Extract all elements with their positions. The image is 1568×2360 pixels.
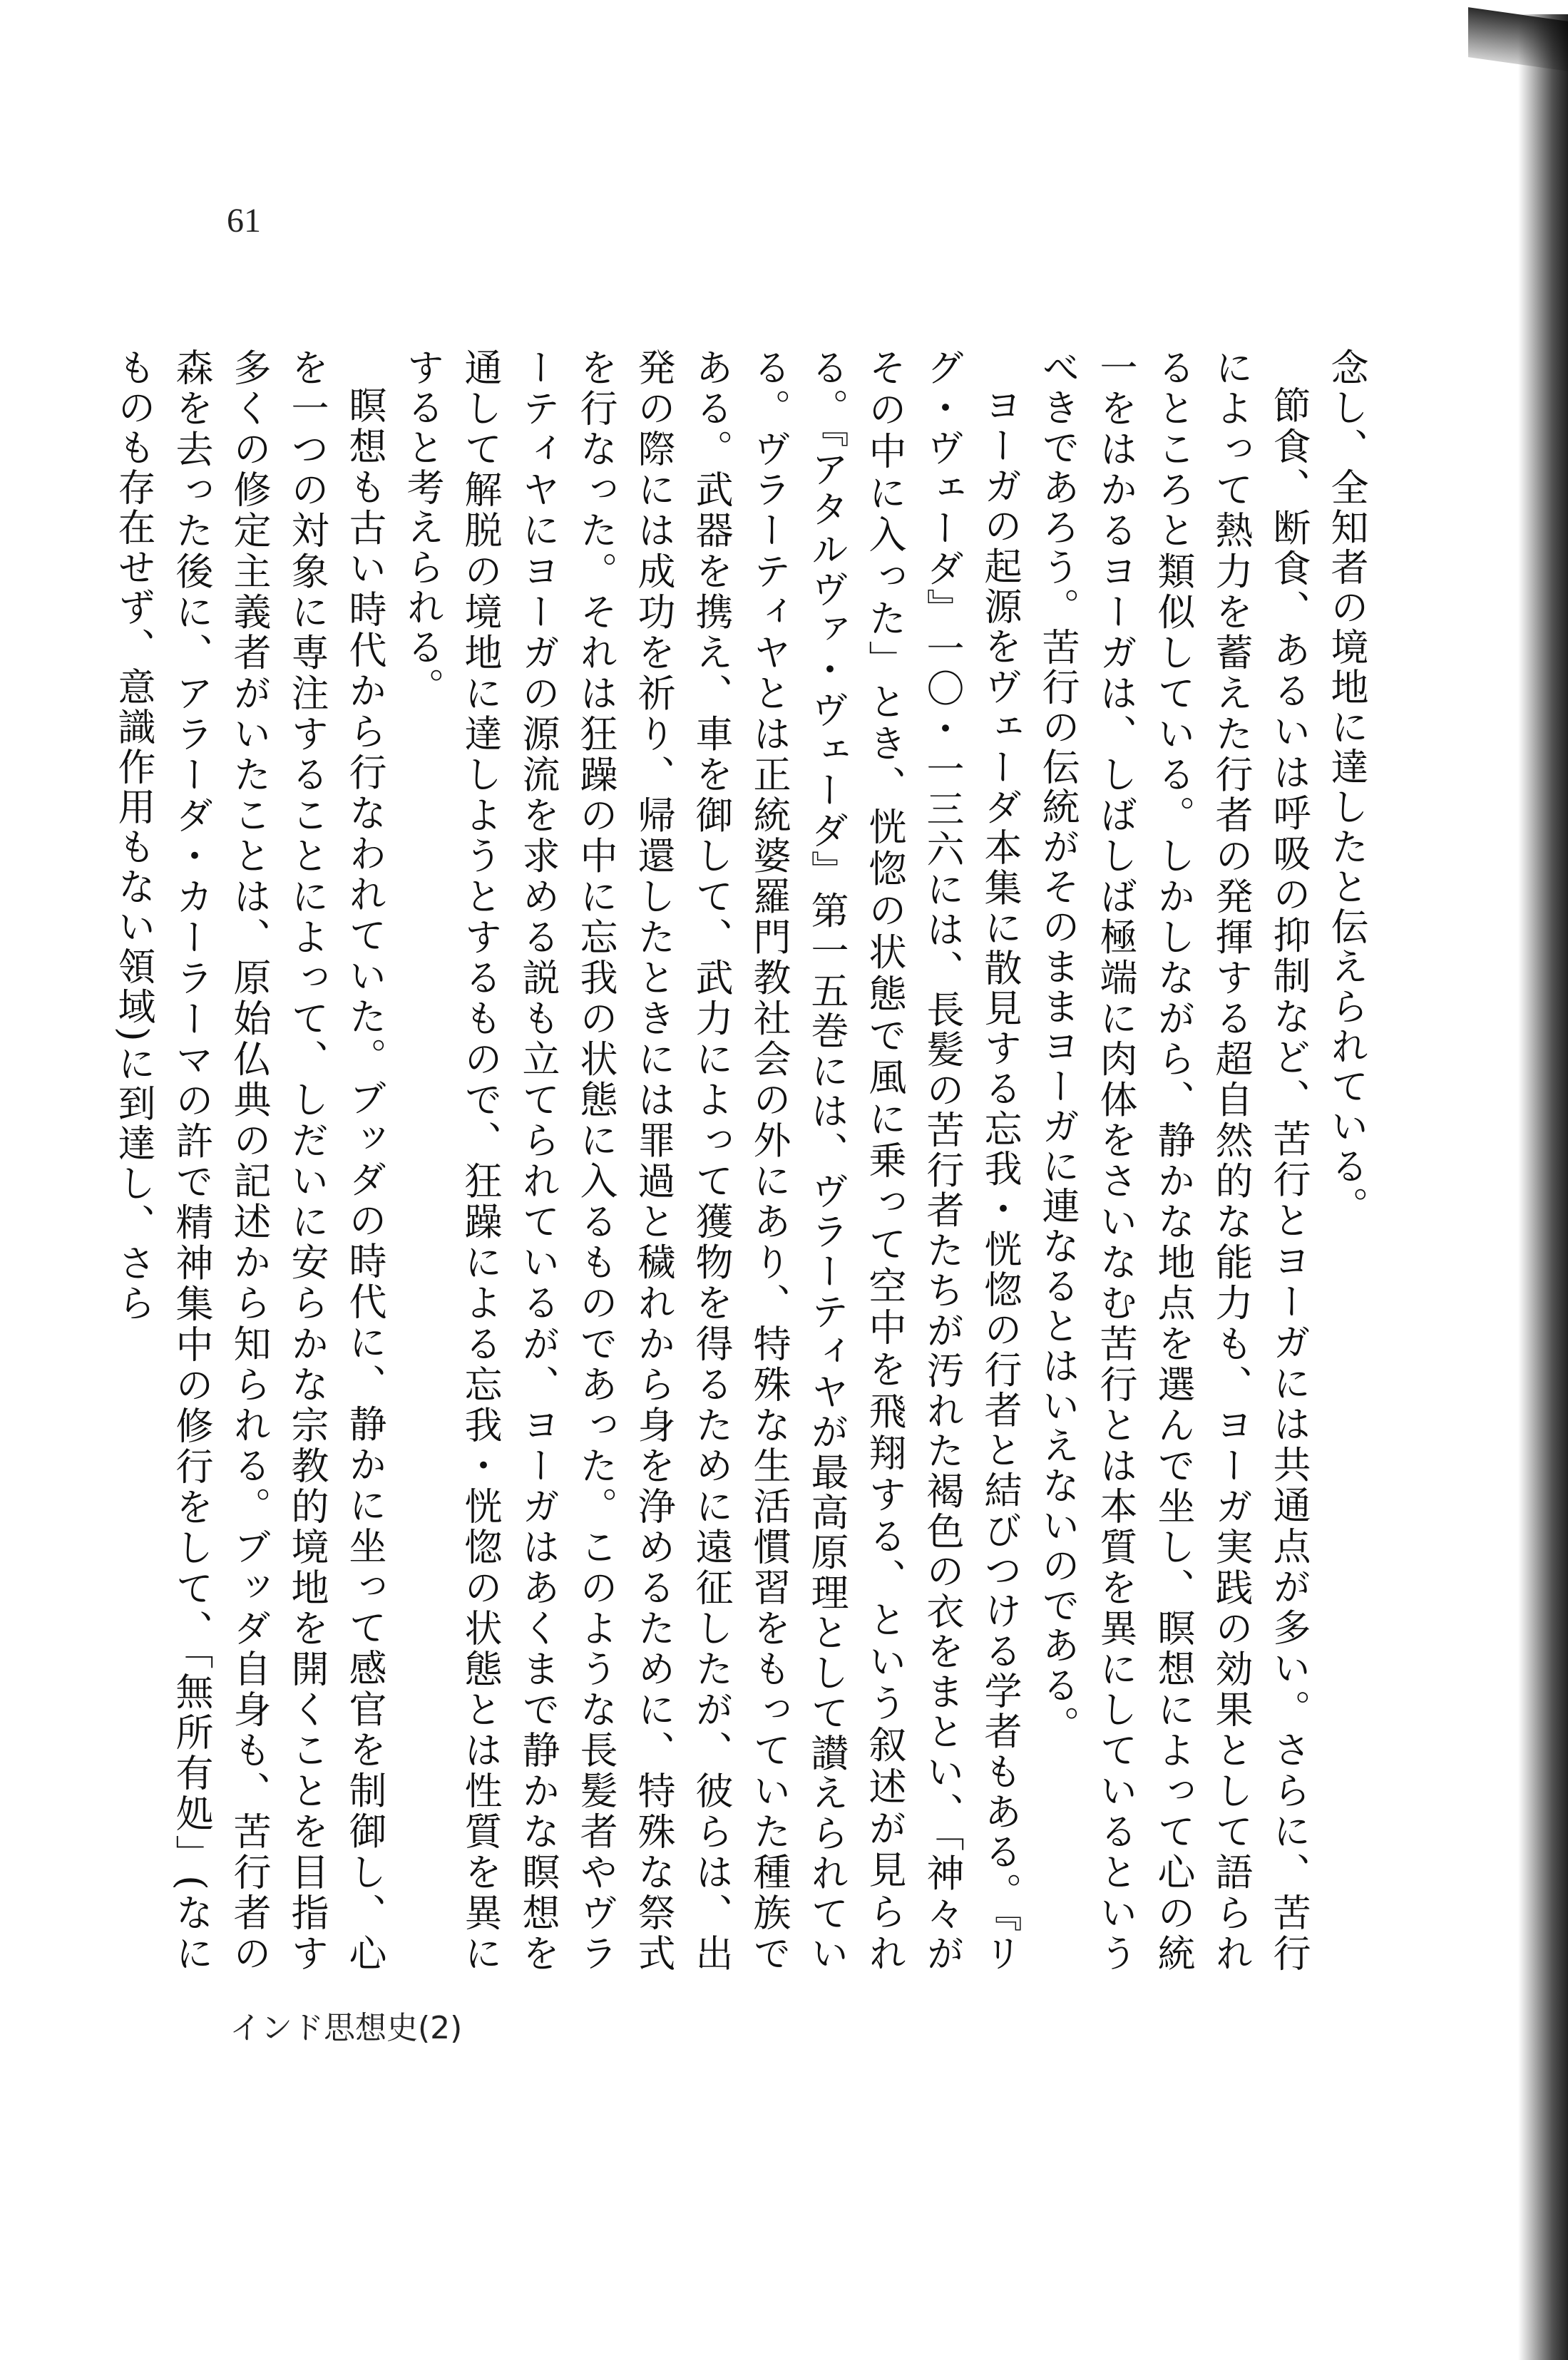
page-edge-shadow: [1518, 14, 1568, 2360]
body-text: [112, 348, 1375, 1974]
page-number: 61: [227, 202, 261, 240]
paragraph-3: ヨーガの起源をヴェーダ本集に散見する忘我・恍惚の行者と結びつける学者もある。『リグ・ヴェーダ』一〇・一三六には、長髪の苦行者たちが汚れた褐色の衣をまとい、「神々がその中に入った」とき、恍惚の状態で風に乗って空中を飛翔する、という叙述が見られる。『アタルヴァ・ヴェーダ』第一五巻には、ヴラーティヤが最高原理として讃えられている。ヴラーティヤとは正統婆羅門教社会の外にあり、特殊な生活慣習をもっていた種族である。武器を携え、車を御して、武力によって獲物を得るために遠征したが、彼らは、出発の際には成功を祈り、帰還したときには罪過と穢れから身を浄めるために、特殊な祭式を行なった。それは狂躁の中に忘我の状態に入るものであった。このような長髪者やヴラーティヤにヨーガの源流を求める説も立てられているが、ヨーガはあくまで静かな瞑想を通して解脱の境地に達しようとするもので、狂躁による忘我・恍惚の状態とは性質を異にすると考えられる。: [401, 348, 1022, 1974]
paragraph-1: 念し、全知者の境地に達したと伝えられている。: [1325, 348, 1368, 1226]
paragraph-4: 瞑想も古い時代から行なわれていた。ブッダの時代に、静かに坐って感官を制御し、心を一つの対象に専注することによって、しだいに安らかな宗教的境地を開くことを目指す多くの修定主義者がいたことは、原始仏典の記述から知られる。ブッダ自身も、苦行者の森を去った後に、アラーダ・カーラーマの許で精神集中の修行をして、「無所有処」(なにものも存在せず、意識作用もない領域)に到達し、さら: [112, 348, 386, 1974]
book-title-footer: インド思想史(2): [230, 2010, 463, 2046]
paragraph-2: 節食、断食、あるいは呼吸の抑制など、苦行とヨーガには共通点が多い。さらに、苦行によって熱力を蓄えた行者の発揮する超自然的な能力も、ヨーガ実践の効果として語られるところと類似している。しかしながら、静かな地点を選んで坐し、瞑想によって心の統一をはかるヨーガは、しばしば極端に肉体をさいなむ苦行とは本質を異にしているというべきであろう。苦行の伝統がそのままヨーガに連なるとはいえないのである。: [1036, 348, 1311, 1974]
